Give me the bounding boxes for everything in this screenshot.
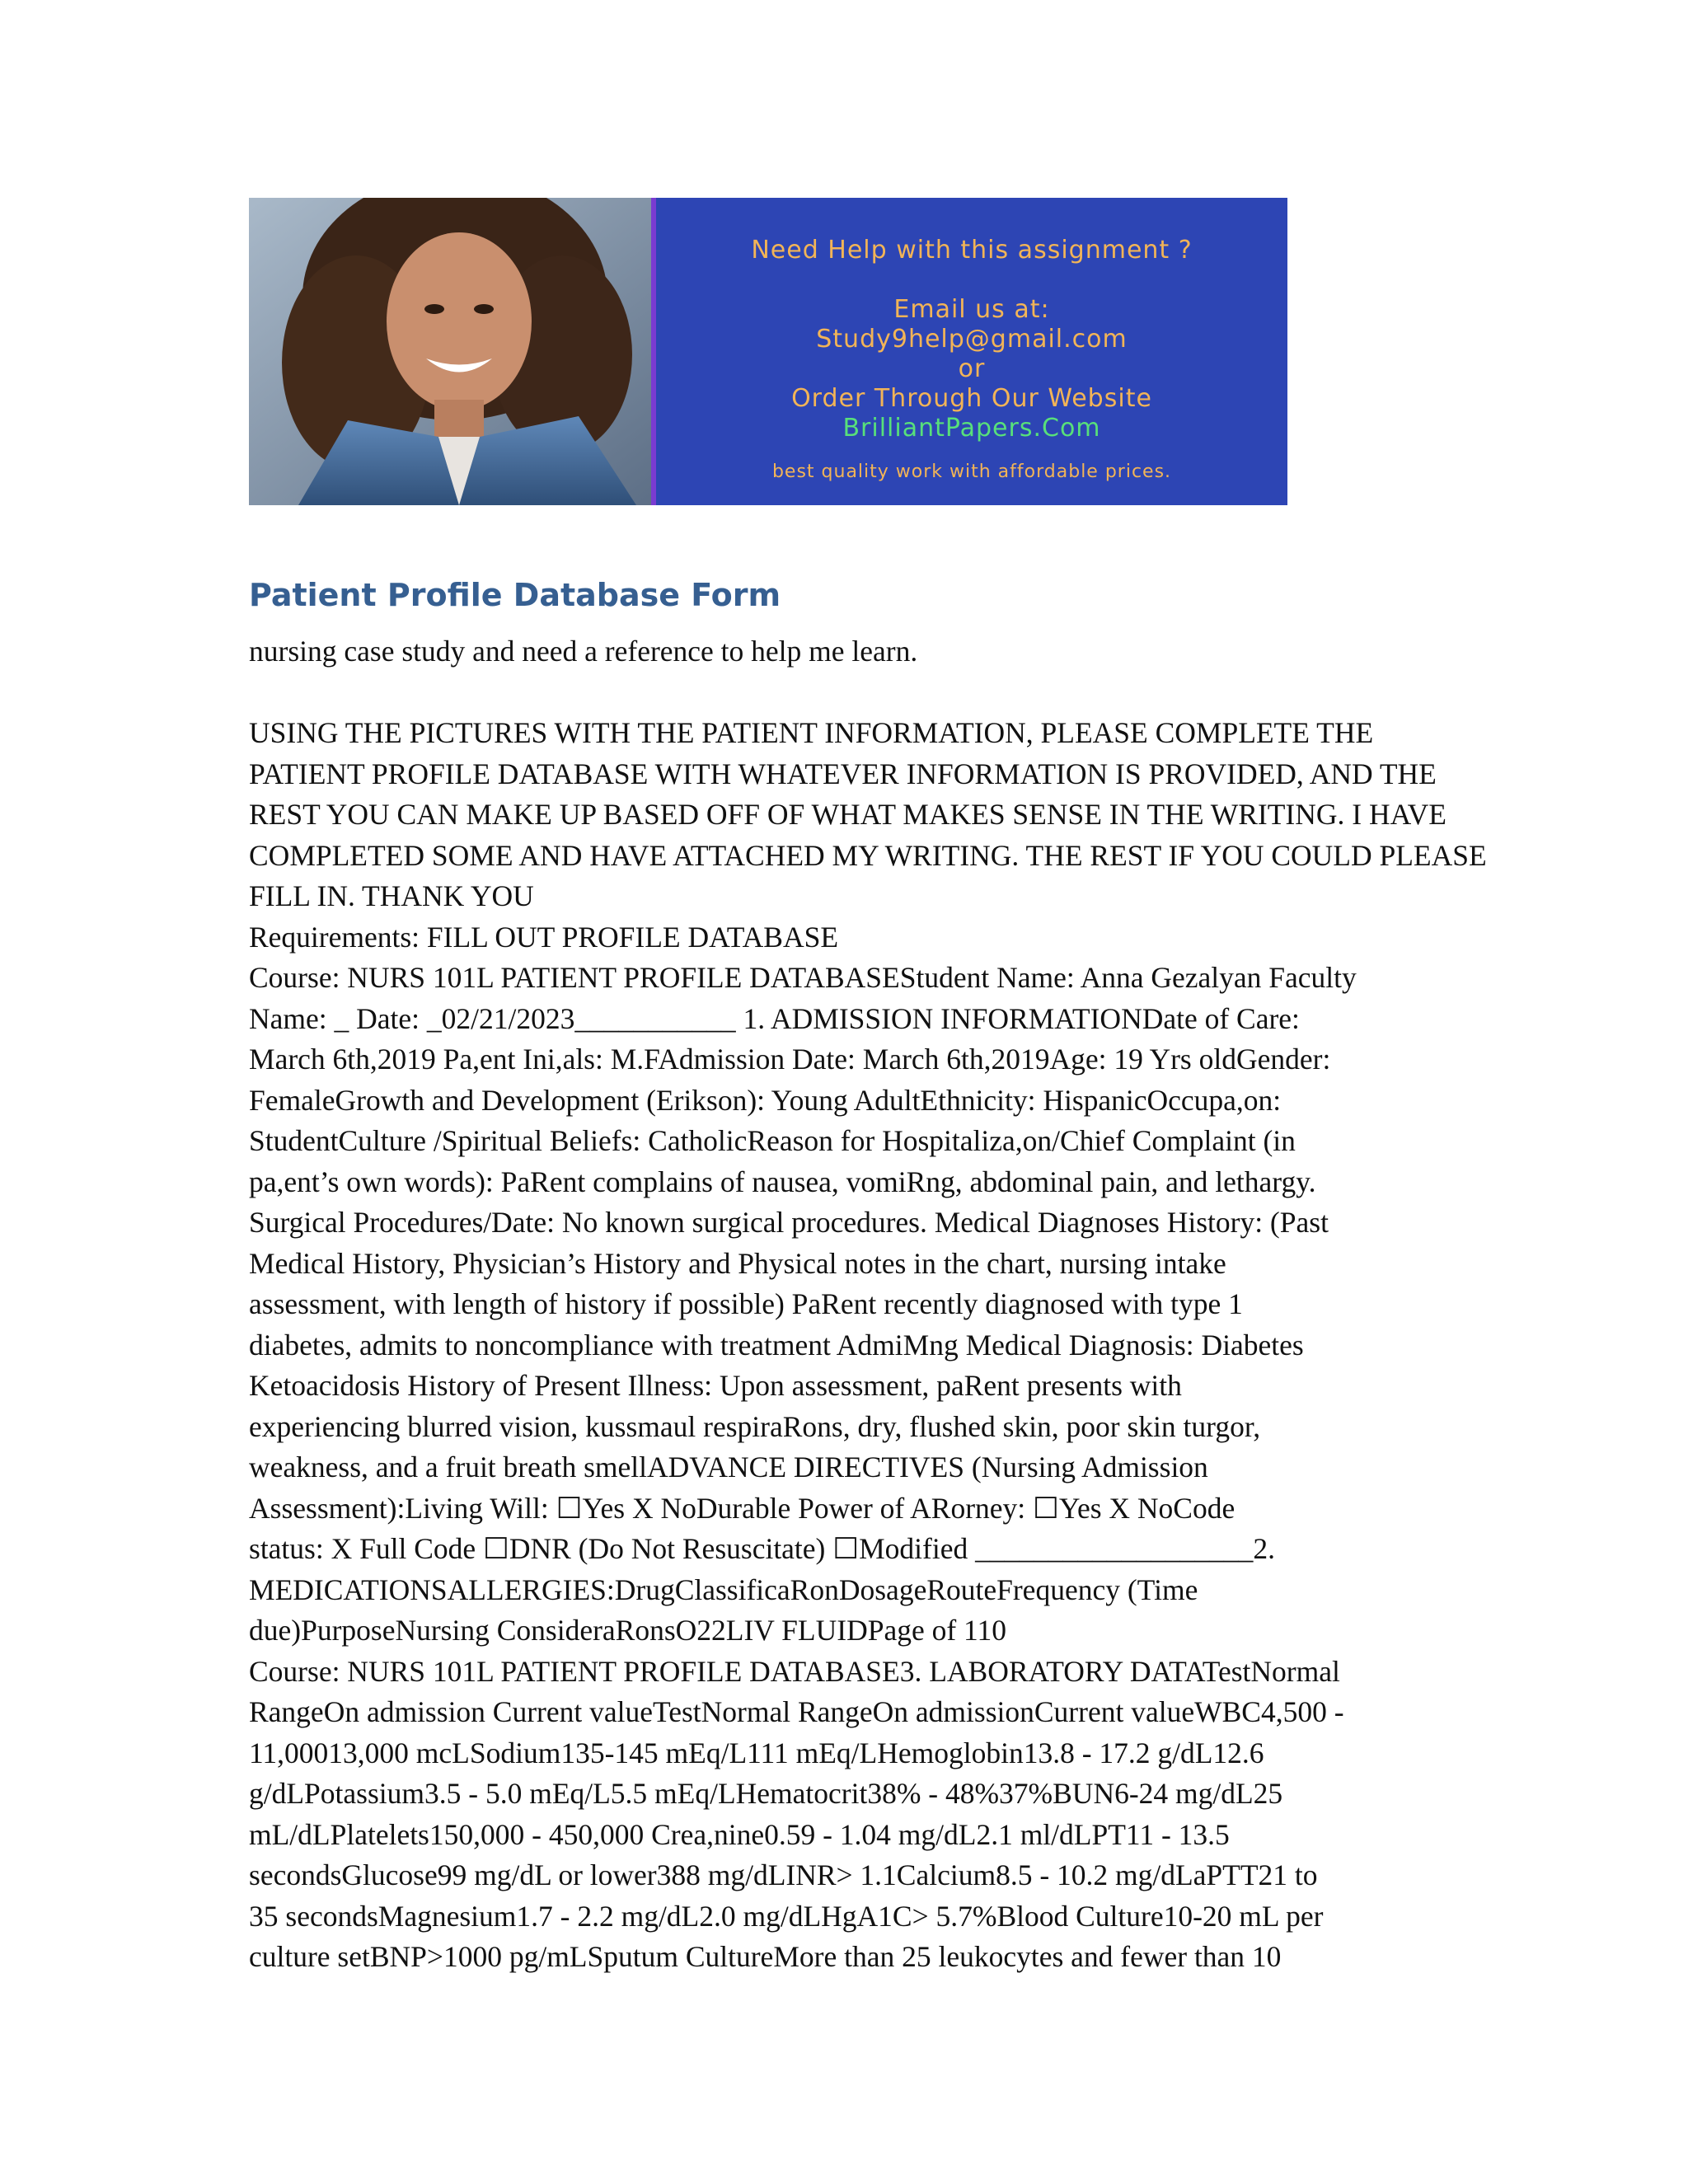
body-text-line: Course: NURS 101L PATIENT PROFILE DATABASE3. LABORATORY DATATestNormal (249, 1654, 1340, 1688)
body-text-line: 35 secondsMagnesium1.7 - 2.2 mg/dL2.0 mg/dLHgA1C> 5.7%Blood Culture10-20 mL per (249, 1899, 1324, 1933)
body-text-line: experiencing blurred vision, kussmaul respiraRons, dry, flushed skin, poor skin turgor, (249, 1409, 1261, 1443)
banner-email[interactable]: Study9help@gmail.com (816, 325, 1128, 354)
banner-heading: Need Help with this assignment ? (751, 236, 1193, 265)
body-text-line: FILL IN. THANK YOU (249, 879, 534, 912)
body-text-line: g/dLPotassium3.5 - 5.0 mEq/L5.5 mEq/LHematocrit38% - 48%37%BUN6-24 mg/dL25 (249, 1777, 1283, 1810)
body-text-line: MEDICATIONSALLERGIES:DrugClassificaRonDosageRouteFrequency (Time (249, 1572, 1198, 1606)
banner-ad-panel (656, 198, 1287, 505)
body-text-line: culture setBNP>1000 pg/mLSputum CultureMore than 25 leukocytes and fewer than 10 (249, 1940, 1282, 1973)
body-text-line: COMPLETED SOME AND HAVE ATTACHED MY WRITING. THE REST IF YOU COULD PLEASE (249, 838, 1487, 872)
advertisement-banner (249, 198, 1287, 505)
body-text-line: secondsGlucose99 mg/dL or lower388 mg/dLINR> 1.1Calcium8.5 - 10.2 mg/dLaPTT21 to (249, 1858, 1318, 1891)
person-illustration (249, 198, 651, 505)
body-text-line: Medical History, Physician’s History and Physical notes in the chart, nursing intake (249, 1246, 1226, 1280)
body-text-line: 11,00013,000 mcLSodium135-145 mEq/L111 mEq/LHemoglobin13.8 - 17.2 g/dL12.6 (249, 1736, 1264, 1769)
banner-website-link[interactable]: BrilliantPapers.Com (842, 414, 1101, 443)
body-text-line: RangeOn admission Current valueTestNormal RangeOn admissionCurrent valueWBC4,500 - (249, 1695, 1344, 1728)
body-text-line: March 6th,2019 Pa,ent Ini,als: M.FAdmission Date: March 6th,2019Age: 19 Yrs oldGender: (249, 1043, 1331, 1076)
body-text-line: assessment, with length of history if possible) PaRent recently diagnosed with type 1 (249, 1287, 1243, 1320)
body-text-line: Name: _ Date: _02/21/2023___________ 1. ADMISSION INFORMATIONDate of Care: (249, 1001, 1300, 1035)
body-text-line: StudentCulture /Spiritual Beliefs: CatholicReason for Hospitaliza,on/Chief Complaint (in (249, 1124, 1296, 1157)
body-text-line: Course: NURS 101L PATIENT PROFILE DATABASEStudent Name: Anna Gezalyan Faculty (249, 961, 1357, 994)
body-text-line: pa,ent’s own words): PaRent complains of nausea, vomiRng, abdominal pain, and lethargy. (249, 1165, 1316, 1198)
body-text-line: due)PurposeNursing ConsideraRonsO22LIV FLUIDPage of 110 (249, 1614, 1006, 1647)
body-text-line: diabetes, admits to noncompliance with treatment AdmiMng Medical Diagnosis: Diabetes (249, 1328, 1304, 1361)
body-text-line: REST YOU CAN MAKE UP BASED OFF OF WHAT MAKES SENSE IN THE WRITING. I HAVE (249, 798, 1447, 831)
banner-photo (249, 198, 651, 505)
body-text-line: Assessment):Living Will: ☐Yes X NoDurable Power of ARorney: ☐Yes X NoCode (249, 1491, 1236, 1525)
body-text-line: Ketoacidosis History of Present Illness: Upon assessment, paRent presents with (249, 1369, 1182, 1402)
body-text-line: mL/dLPlatelets150,000 - 450,000 Crea,nine0.59 - 1.04 mg/dL2.1 ml/dLPT11 - 13.5 (249, 1817, 1230, 1851)
body-text-line: FemaleGrowth and Development (Erikson): Young AdultEthnicity: HispanicOccupa,on: (249, 1083, 1282, 1117)
banner-order-text: Order Through Our Website (791, 384, 1152, 413)
body-text-line: weakness, and a fruit breath smellADVANCE DIRECTIVES (Nursing Admission (249, 1451, 1208, 1483)
banner-or: or (958, 354, 986, 383)
body-text-line: PATIENT PROFILE DATABASE WITH WHATEVER INFORMATION IS PROVIDED, AND THE (249, 757, 1437, 790)
body-text-line: status: X Full Code ☐DNR (Do Not Resuscitate) ☐Modified ___________________2. (249, 1532, 1275, 1565)
body-text-line: Requirements: FILL OUT PROFILE DATABASE (249, 920, 839, 954)
body-text-line: Surgical Procedures/Date: No known surgical procedures. Medical Diagnoses History: (Past (249, 1206, 1329, 1239)
banner-tagline: best quality work with affordable prices. (771, 462, 1172, 482)
body-text-line: nursing case study and need a reference to help me learn. (249, 635, 918, 668)
banner-email-label: Email us at: (893, 295, 1050, 324)
document-title: Patient Profile Database Form (249, 577, 781, 613)
body-text-line: USING THE PICTURES WITH THE PATIENT INFORMATION, PLEASE COMPLETE THE (249, 716, 1374, 749)
